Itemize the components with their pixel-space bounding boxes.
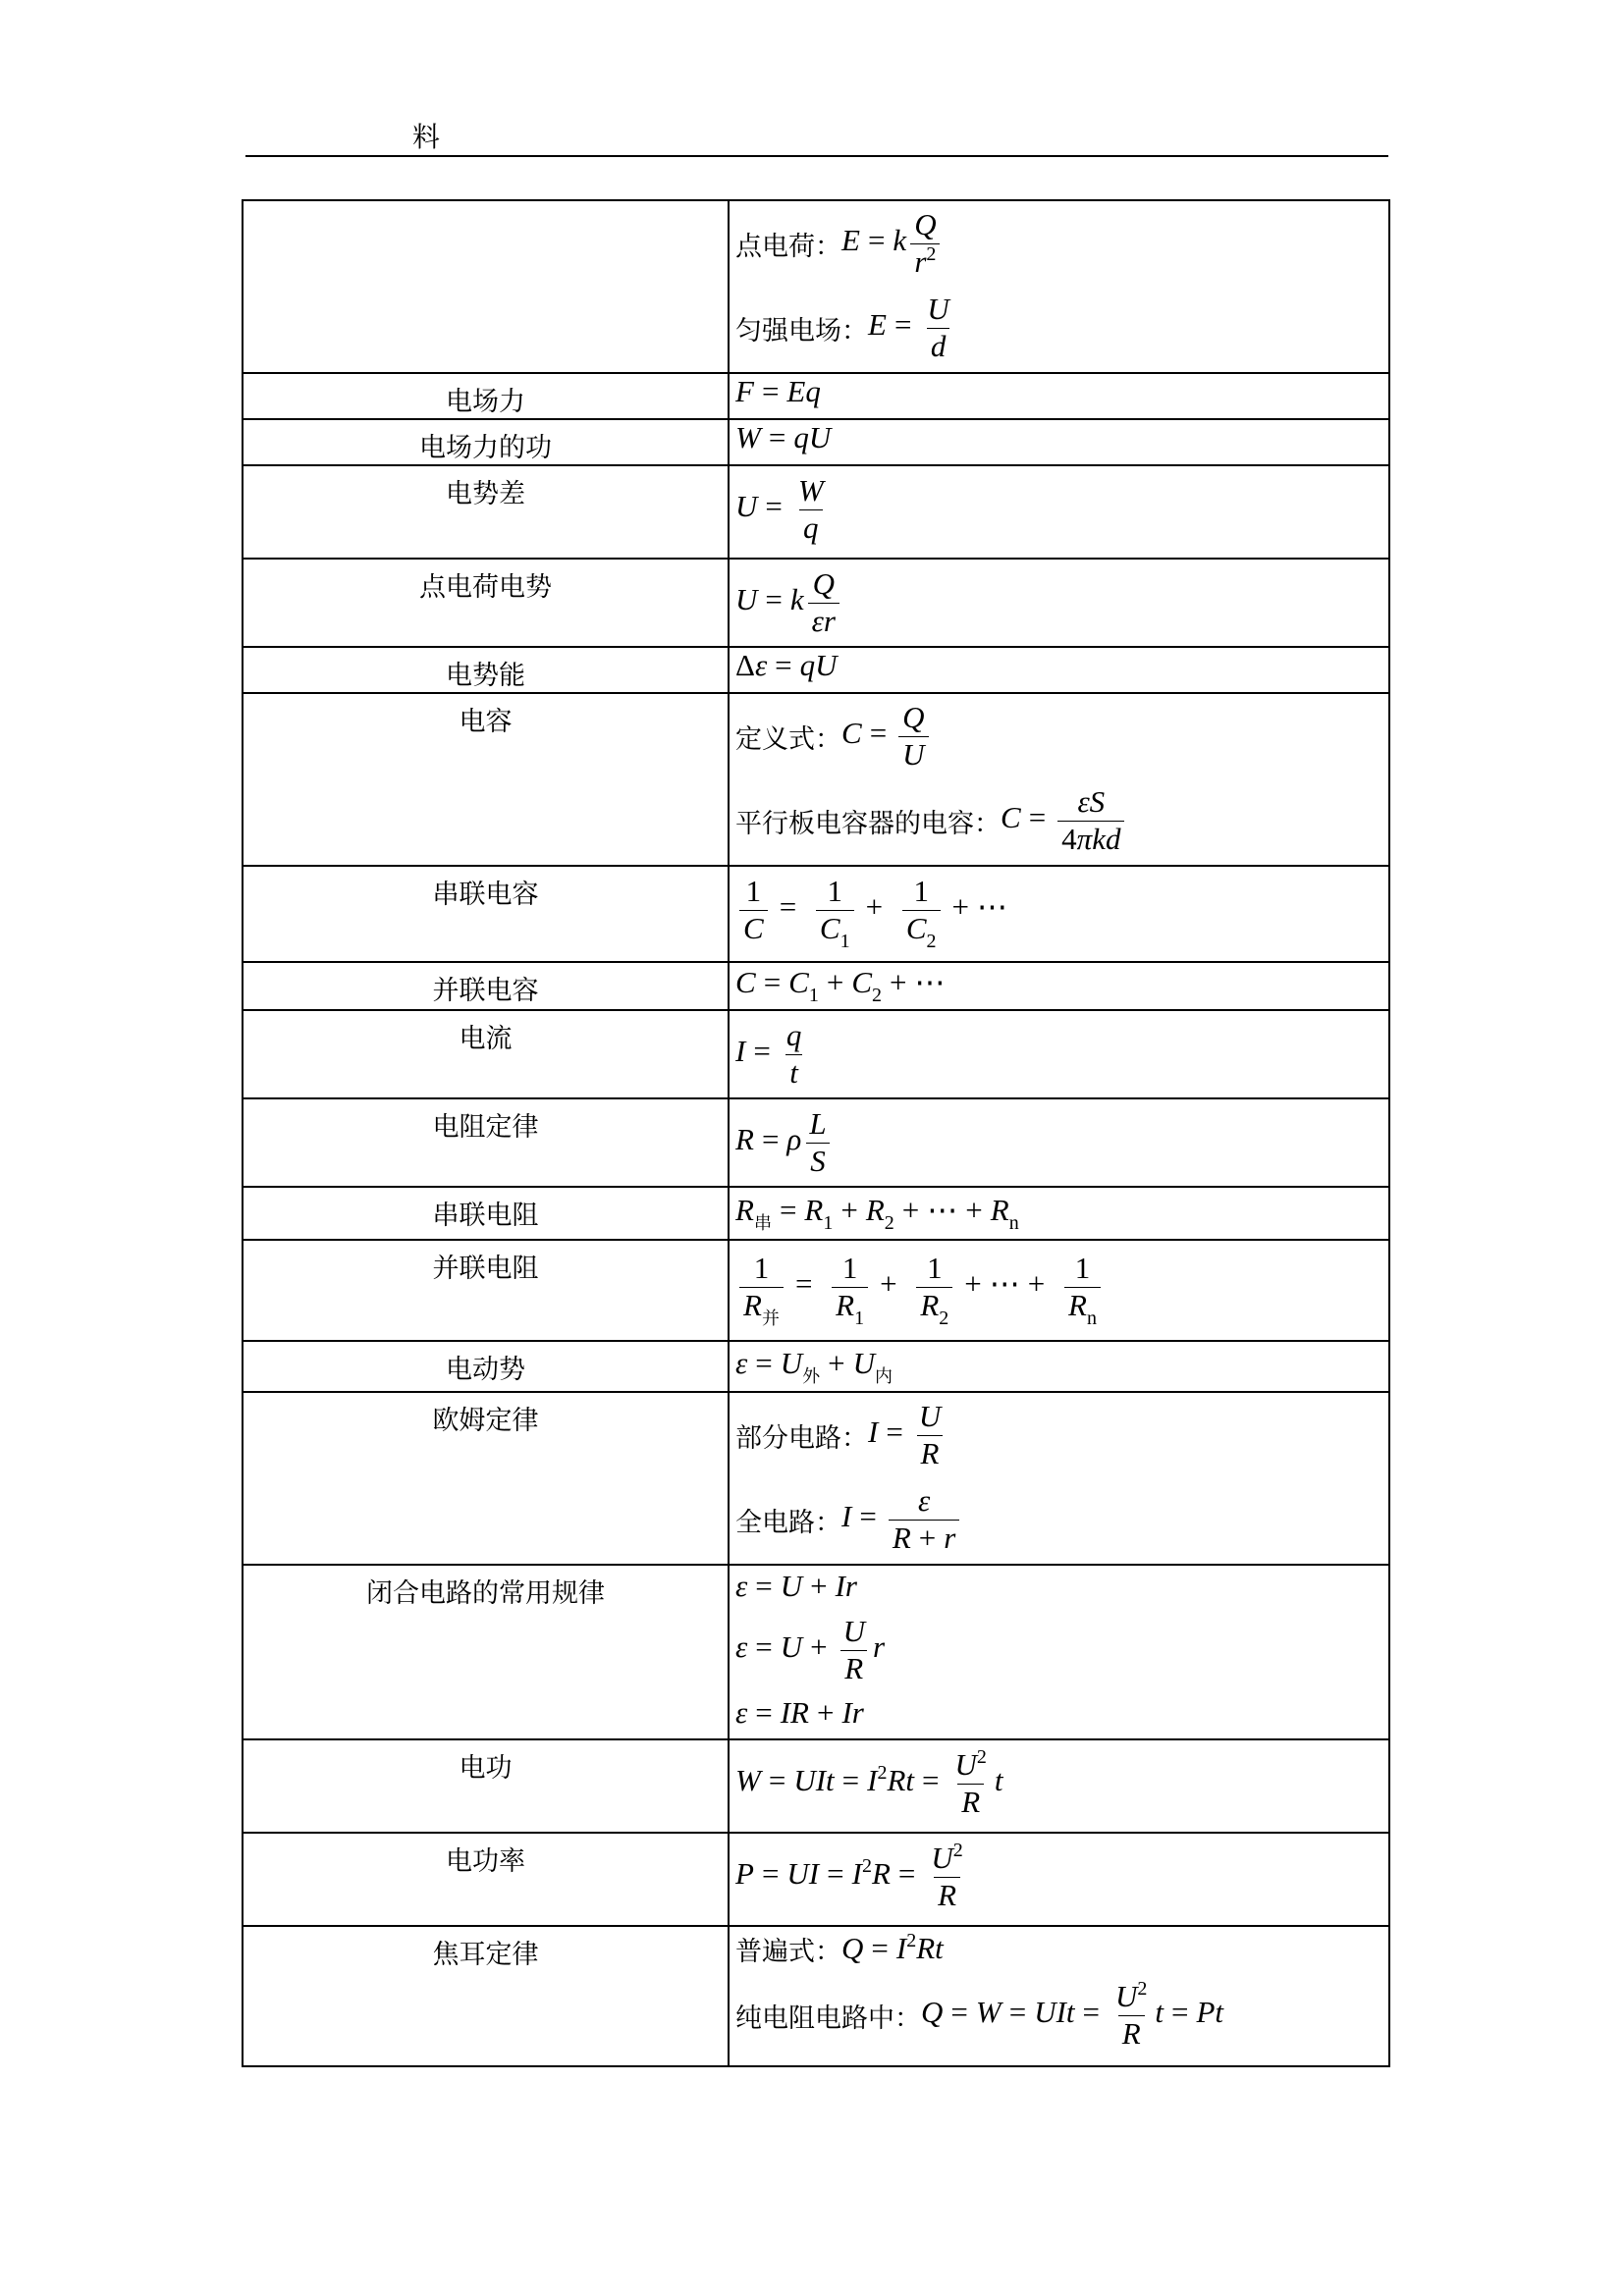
table-row [243,1341,1389,1392]
quantity-name: 电动势 [243,1341,729,1392]
table-row [243,1565,1389,1739]
subscript-label: 并 [761,1308,780,1329]
formula-line: 平行板电容器的电容： C = $\frac{\varepsilon S}{\text{4πkd}}$ [735,778,1388,863]
formula-line: 点电荷： E = k $\frac{Q}{r^2}$ [735,201,1388,286]
quantity-name: 电容 [243,693,729,866]
quantity-name: 电势差 [243,465,729,559]
table-row [243,1926,1389,2066]
formula-cell: R = ρ $\frac{L}{S}$ [729,1098,1389,1187]
table-row [243,1240,1389,1341]
formula-label: 平行板电容器的电容： [735,808,1001,839]
table-row [243,1098,1389,1187]
table-row [243,1833,1389,1926]
quantity-name: 并联电阻 [243,1240,729,1341]
table-row [243,693,1389,866]
formula-cell: $\frac{1}{C}$ = $\frac{1}{C_1}$ + $\frac{1}{C_2}$ + ⋯ [729,866,1389,962]
formula-label: 纯电阻电路中： [735,2002,921,2034]
formula-cell: F = Eq [729,373,1389,419]
table-row [243,1739,1389,1833]
subscript-label: 外 [802,1366,821,1387]
header-rule [245,155,1388,157]
quantity-name: 欧姆定律 [243,1392,729,1565]
formula-line: 定义式： C = $\frac{Q}{U}$ [735,694,1388,778]
quantity-name: 电场力 [243,373,729,419]
formula-cell: U = k $\frac{Q}{\varepsilon r}$ [729,559,1389,647]
formula-line: 全电路： I = $\frac{\varepsilon}{R + r}$ [735,1477,1388,1562]
quantity-name: 电势能 [243,647,729,693]
formula-table [242,199,1390,2067]
formula-cell [729,1392,1389,1565]
formula-cell [729,1926,1389,2066]
quantity-name: 焦耳定律 [243,1926,729,2066]
table-row [243,559,1389,647]
page-header-title: 料 [412,121,441,153]
formula-cell: $C = C_1 + C_2$ + ⋯ [729,962,1389,1010]
quantity-name: 电场力的功 [243,419,729,465]
subscript-label: 内 [874,1366,893,1387]
subscript-label: 串 [753,1213,772,1234]
table-row [243,647,1389,693]
formula-label: 普遍式： [735,1936,841,1967]
quantity-name: 电功率 [243,1833,729,1926]
table-row [243,962,1389,1010]
table-row [243,373,1389,419]
quantity-name: 并联电容 [243,962,729,1010]
quantity-name [243,200,729,373]
formula-cell: W = UIt = $I^2Rt$ = $\frac{U^2}{R}$ t [729,1739,1389,1833]
formula-cell [729,200,1389,373]
table-row [243,419,1389,465]
formula-label: 全电路： [735,1507,841,1538]
formula-label: 匀强电场： [735,315,868,347]
quantity-name: 闭合电路的常用规律 [243,1565,729,1739]
formula-line: 普遍式： $Q = I^2Rt$ [735,1930,944,1967]
formula-cell: W = qU [729,419,1389,465]
formula-cell [729,693,1389,866]
quantity-name: 电功 [243,1739,729,1833]
quantity-name: 串联电容 [243,866,729,962]
formula-cell: Δε = qU [729,647,1389,693]
table-row [243,1187,1389,1240]
formula-cell: I = $\frac{q}{t}$ [729,1010,1389,1098]
table-row [243,465,1389,559]
quantity-name: 电流 [243,1010,729,1098]
formula-cell: $R_串 = R_1 + R_2$ + ⋯ + $R_n$ [729,1187,1389,1240]
formula-cell: P = UI = $I^2R$ = $\frac{U^2}{R}$ [729,1833,1389,1926]
table-row [243,866,1389,962]
table-row [243,200,1389,373]
formula-line: 纯电阻电路中： Q = W = UIt = $\frac{U^2}{R}$ t = Pt [735,1977,1224,2051]
formula-cell: $\frac{1}{R_并}$ = $\frac{1}{R_1}$ + $\frac{1}{R_2}$ + ⋯ + $\frac{1}{R_n}$ [729,1240,1389,1341]
table-row [243,1392,1389,1565]
formula-label: 定义式： [735,723,841,755]
formula-label: 部分电路： [735,1422,868,1454]
quantity-name: 电阻定律 [243,1098,729,1187]
quantity-name: 点电荷电势 [243,559,729,647]
formula-cell: U = $\frac{W}{q}$ [729,465,1389,559]
quantity-name: 串联电阻 [243,1187,729,1240]
formula-line: 匀强电场： E = $\frac{U}{d}$ [735,291,949,363]
formula-line: 部分电路： I = $\frac{U}{R}$ [735,1393,1388,1477]
table-row [243,1010,1389,1098]
formula-cell: ε = U + Ir ε = U + $\frac{U}{R}$ r ε = IR + Ir [729,1565,1389,1739]
formula-cell: $\varepsilon = U_外 + U_内$ [729,1341,1389,1392]
formula-label: 点电荷： [735,231,841,262]
